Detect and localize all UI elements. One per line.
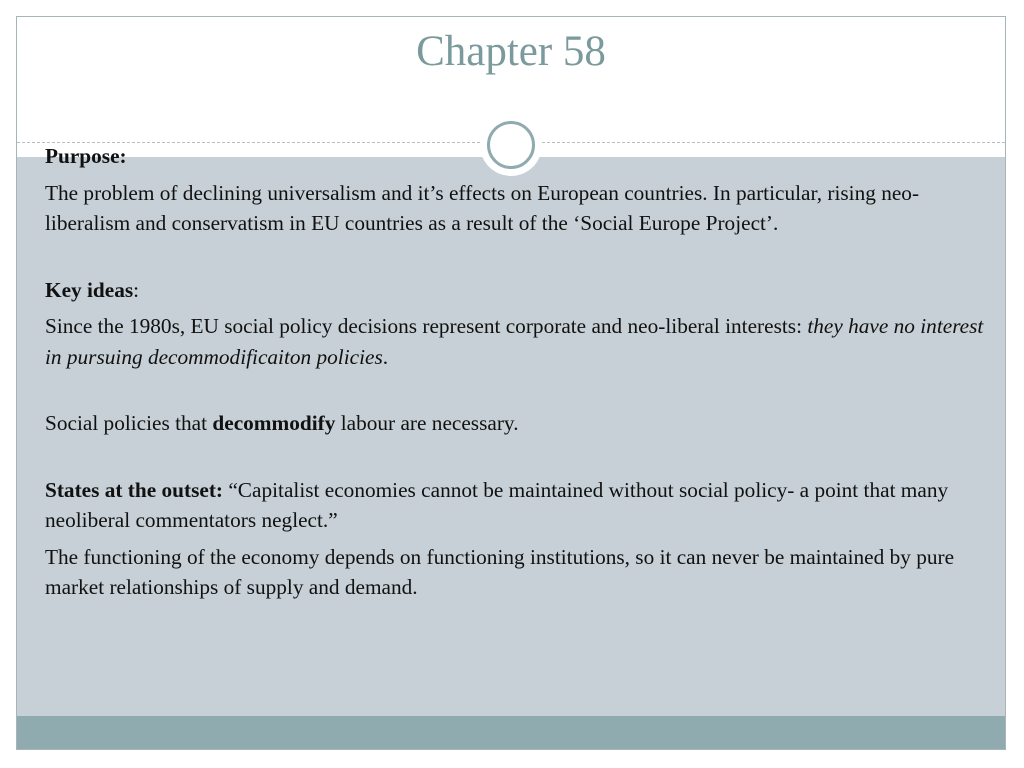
key-ideas-lead: Since the 1980s, EU social policy decisions represent corporate and neo-liberal interests: <box>45 314 808 338</box>
functioning-paragraph: The functioning of the economy depends on functioning institutions, so it can never be maintained by pure market relationships of supply and demand. <box>45 544 955 599</box>
key-ideas-italic: they have no interest in pursuing decommodificaiton policies <box>45 314 984 369</box>
key-ideas-paragraph <box>45 275 995 306</box>
decommodify-lead: Social policies that <box>45 411 213 435</box>
key-ideas-colon: : <box>133 277 140 302</box>
footer-bar <box>17 716 1005 750</box>
slide <box>16 16 1006 750</box>
outset-quote: “Capitalist economies cannot be maintained without social policy- a point that many neoliberal commentators neglect.” <box>45 477 949 532</box>
outset-paragraph <box>45 475 995 536</box>
key-ideas-end: . <box>382 344 389 369</box>
purpose-text: The problem of declining universalism and it’s effects on European countries. In particular, rising neo-liberalism and conservatism in EU countries as a result of the ‘Social Europe Project’. <box>45 180 920 235</box>
decommodify-end: labour are necessary. <box>335 411 519 435</box>
decommodify-bold: decommodify <box>212 411 336 435</box>
slide-title: Chapter 58 <box>416 28 606 75</box>
outset-heading: States at the outset: <box>45 477 224 502</box>
key-ideas-heading: Key ideas <box>45 277 134 302</box>
key-ideas-text <box>45 311 995 372</box>
slide-body <box>45 141 995 603</box>
decommodify-paragraph <box>45 408 995 439</box>
purpose-heading: Purpose: <box>45 144 127 168</box>
